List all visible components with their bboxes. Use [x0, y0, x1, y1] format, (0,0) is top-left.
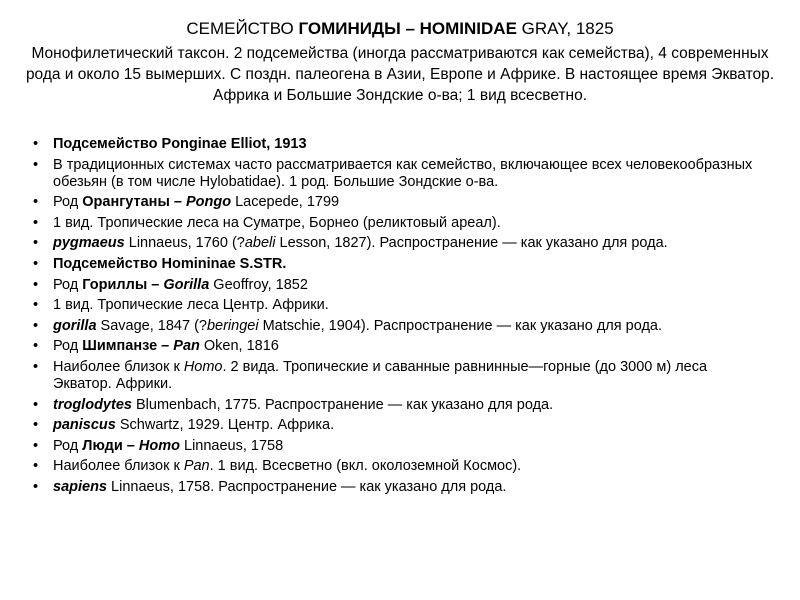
list-item-text: gorilla — [53, 317, 97, 334]
list-item-text: abeli — [244, 235, 276, 252]
list-item-text: Наиболее близок к — [53, 358, 184, 375]
bullet-icon: • — [33, 255, 39, 272]
list-item-text: Homo — [183, 358, 223, 375]
list-item-text: Linnaeus, 1758 — [179, 437, 284, 454]
list-item — [33, 215, 768, 232]
list-item-text: Шимпанзе – — [82, 338, 174, 355]
list-item-text: Linnaeus, 1760 (? — [124, 235, 245, 252]
list-item-text: Подсемейство Ponginae Elliot, 1913 — [53, 136, 307, 152]
list-item-text: pygmaeus — [53, 235, 125, 252]
list-item — [33, 194, 768, 211]
list-item-text: Род — [53, 194, 83, 211]
list-item-text: 1 вид. Тропические леса на Суматре, Борнео (реликтовый ареал). — [53, 214, 501, 231]
list-item-text: Geoffroy, 1852 — [209, 276, 308, 293]
list-item-text: Savage, 1847 (? — [96, 317, 207, 334]
list-item — [33, 277, 768, 294]
bullet-icon: • — [33, 156, 39, 173]
list-item-text: Blumenbach, 1775. Распространение — как указано для рода. — [131, 396, 554, 413]
list-item-text: Род — [53, 276, 83, 293]
list-item-text: Oken, 1816 — [199, 338, 279, 355]
list-item-text: Род — [53, 437, 83, 454]
list-item-text: Люди – — [82, 437, 139, 454]
list-item-text: . 1 вид. Всесветно (вкл. околоземной Космос). — [209, 458, 522, 475]
list-item-text: Гориллы – — [82, 276, 164, 293]
list-item-text: Schwartz, 1929. Центр. Африка. — [115, 417, 335, 434]
bullet-icon: • — [33, 276, 39, 293]
bullet-icon: • — [33, 214, 39, 231]
list-item-text: Lacepede, 1799 — [231, 194, 340, 211]
list-item-text: Pongo — [185, 194, 232, 211]
list-item-text: Linnaeus, 1758. Распространение — как указано для рода. — [107, 478, 507, 495]
title-family-name: ГОМИНИДЫ – HOMINIDAE — [298, 19, 517, 38]
list-item — [33, 157, 768, 191]
list-item-text: Род — [53, 338, 83, 355]
list-item-text: Наиболее близок к — [53, 458, 184, 475]
list-item-text: Matschie, 1904). Распространение — как указано для рода. — [258, 317, 663, 334]
bullet-icon: • — [33, 417, 39, 434]
list-item-text: Орангутаны – — [82, 194, 186, 211]
list-item — [33, 417, 768, 434]
list-item — [33, 256, 768, 273]
bullet-icon: • — [33, 136, 39, 152]
bullet-icon: • — [33, 317, 39, 334]
list-item-text: Lesson, 1827). Распространение — как указано для рода. — [275, 235, 668, 252]
list-item-text: Подсемейство Homininae S.STR. — [53, 255, 287, 272]
intro-paragraph: Монофилетический таксон. 2 подсемейства (иногда рассматриваются как семейства), 4 современных рода и около 15 вымерших. С поздн. палеогена в Азии, Европе и Африке. В настоящее время Экватор. Африка и Большие Зондские о-ва; 1 вид всесветно. — [25, 45, 775, 104]
bullet-icon: • — [33, 478, 39, 495]
list-item-text: . 2 вида. Тропические и саванные равнинные—горные (до 3000 м) леса Экватор. Африки. — [53, 358, 708, 392]
page-title — [20, 19, 780, 39]
bullet-icon: • — [33, 338, 39, 355]
list-item-text: В традиционных системах часто рассматривается как семейство, включающее всех человекообразных обезьян (в том числе Hylobatidae). 1 род. Большие Зондские о-ва. — [53, 156, 753, 190]
list-item — [33, 338, 768, 355]
list-item — [33, 318, 768, 335]
list-item-text: beringei — [206, 317, 259, 334]
list-item — [33, 136, 768, 153]
list-item — [33, 359, 768, 393]
list-item — [33, 397, 768, 414]
list-item — [33, 235, 768, 252]
list-item-text: sapiens — [53, 478, 107, 495]
list-item-text: paniscus — [53, 417, 116, 434]
bullet-list — [33, 136, 768, 500]
bullet-icon: • — [33, 458, 39, 475]
list-item-text: 1 вид. Тропические леса Центр. Африки. — [53, 297, 329, 314]
bullet-icon: • — [33, 194, 39, 211]
bullet-icon: • — [33, 396, 39, 413]
list-item — [33, 438, 768, 455]
list-item-text: Homo — [138, 437, 180, 454]
title-prefix: СЕМЕЙСТВО — [186, 19, 299, 38]
title-author: GRAY, 1825 — [516, 19, 614, 38]
bullet-icon: • — [33, 437, 39, 454]
list-item-text: Gorilla — [163, 276, 210, 293]
bullet-icon: • — [33, 235, 39, 252]
bullet-icon: • — [33, 297, 39, 314]
list-item — [33, 458, 768, 475]
list-item-text: Pan — [183, 458, 210, 475]
list-item-text: troglodytes — [53, 396, 132, 413]
list-item-text: Pan — [173, 338, 200, 355]
list-item — [33, 479, 768, 496]
bullet-icon: • — [33, 358, 39, 375]
list-item — [33, 297, 768, 314]
